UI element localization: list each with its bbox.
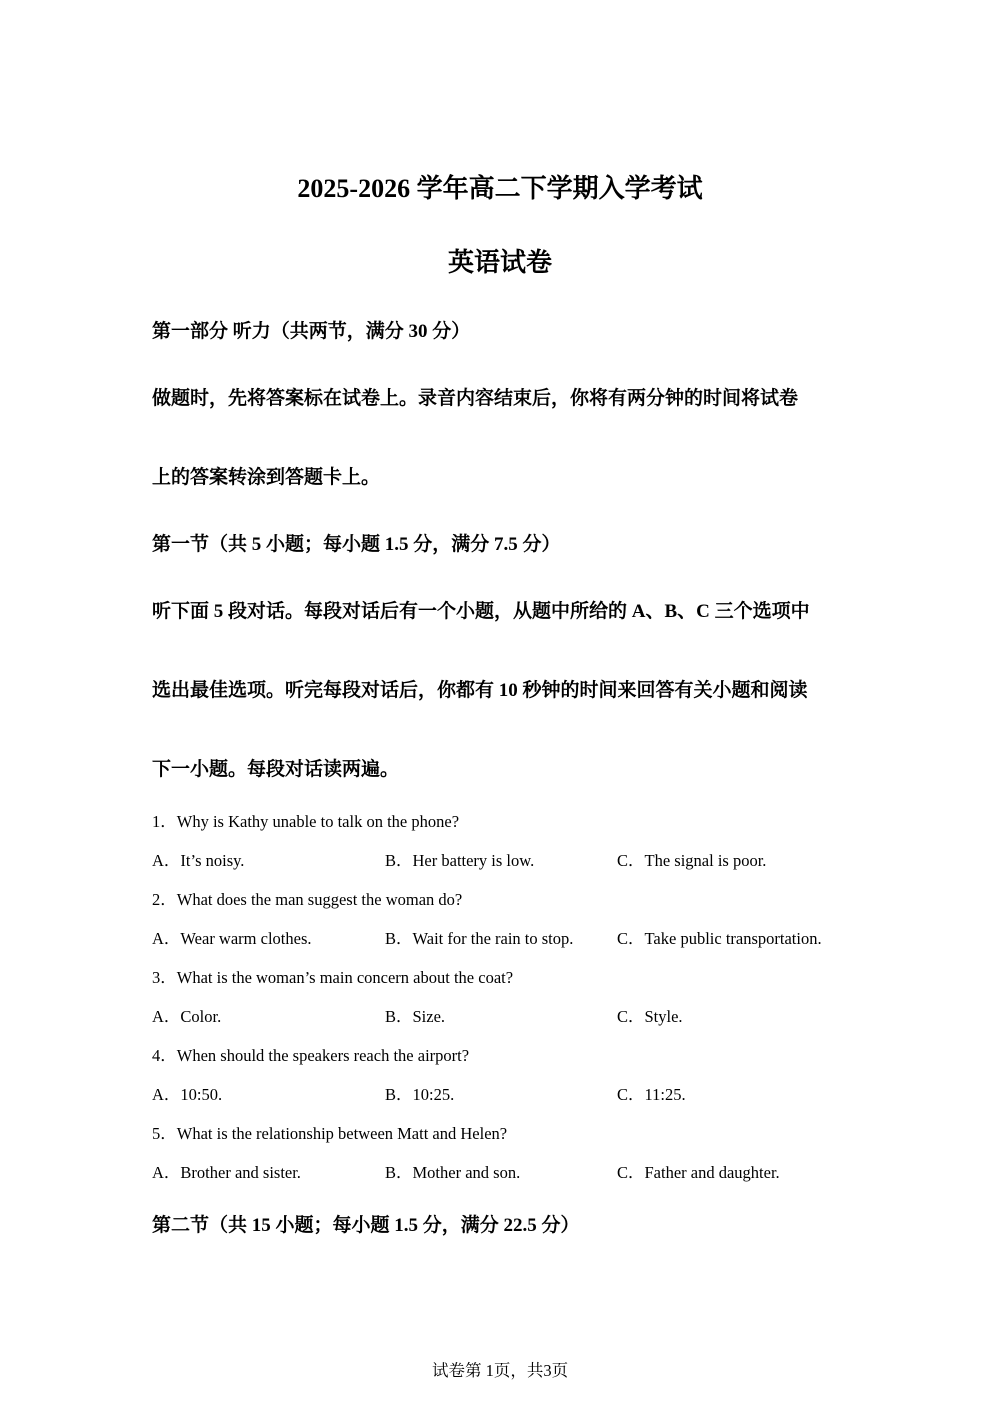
question-stem: 5．What is the relationship between Matt and Helen?: [152, 1124, 508, 1143]
option-a: A．Color.: [152, 1007, 222, 1026]
question-stem: 3．What is the woman’s main concern about the coat?: [152, 968, 514, 987]
option-b: B．Mother and son.: [385, 1163, 521, 1182]
exam-subtitle: 英语试卷: [447, 248, 552, 277]
section1-instructions-line-3: 下一小题。每段对话读两遍。: [152, 759, 400, 780]
option-c: C．Style.: [617, 1007, 683, 1026]
exam-title: 2025-2026 学年高二下学期入学考试: [297, 174, 703, 203]
part1-heading: 第一部分 听力（共两节，满分 30 分）: [152, 321, 471, 342]
option-a: A．It’s noisy.: [152, 851, 245, 870]
option-c: C．Father and daughter.: [617, 1163, 780, 1182]
part1-instructions-line-2: 上的答案转涂到答题卡上。: [152, 467, 381, 488]
option-c: C．11:25.: [617, 1085, 686, 1104]
section1-instructions-line-2: 选出最佳选项。听完每段对话后，你都有 10 秒钟的时间来回答有关小题和阅读: [152, 680, 808, 701]
page-footer: 试卷第 1页，共3页: [431, 1361, 569, 1380]
part1-instructions-line-1: 做题时，先将答案标在试卷上。录音内容结束后，你将有两分钟的时间将试卷: [152, 388, 799, 409]
option-b: B．10:25.: [385, 1085, 455, 1104]
option-b: B．Her battery is low.: [385, 851, 535, 870]
section2-heading: 第二节（共 15 小题；每小题 1.5 分，满分 22.5 分）: [152, 1215, 580, 1236]
option-b: B．Size.: [385, 1007, 446, 1026]
question-stem: 2．What does the man suggest the woman do?: [152, 890, 463, 909]
option-a: A．10:50.: [152, 1085, 223, 1104]
question-stem: 4．When should the speakers reach the airport?: [152, 1046, 470, 1065]
option-a: A．Brother and sister.: [152, 1163, 301, 1182]
option-a: A．Wear warm clothes.: [152, 929, 312, 948]
option-b: B．Wait for the rain to stop.: [385, 929, 574, 948]
section1-instructions-line-1: 听下面 5 段对话。每段对话后有一个小题，从题中所给的 A、B、C 三个选项中: [152, 601, 810, 622]
section1-heading: 第一节（共 5 小题；每小题 1.5 分，满分 7.5 分）: [152, 534, 561, 555]
option-c: C．Take public transportation.: [617, 929, 822, 948]
question-stem: 1．Why is Kathy unable to talk on the phone?: [152, 812, 460, 831]
option-c: C．The signal is poor.: [617, 851, 767, 870]
